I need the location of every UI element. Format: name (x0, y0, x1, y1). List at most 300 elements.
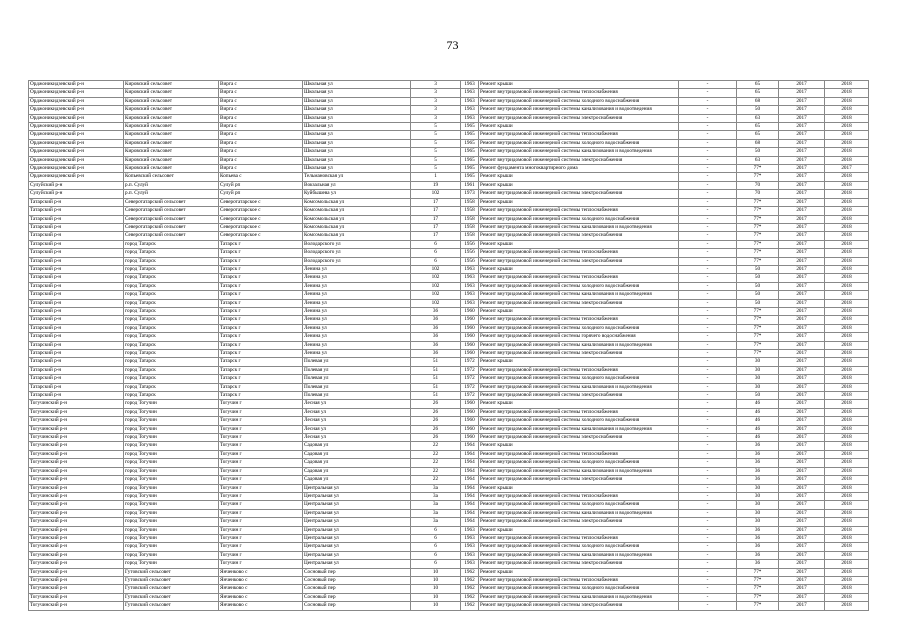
dash-cell: - (679, 501, 737, 509)
end-year-cell: 2018 (825, 299, 869, 307)
end-year-cell: 2018 (825, 375, 869, 383)
table-row (29, 350, 869, 358)
settlement-cell: Татарск г (219, 350, 303, 358)
house-number-cell: 51 (411, 383, 461, 391)
table-row (29, 207, 869, 215)
municipality-cell: город Тогучин (124, 560, 219, 568)
cost-cell: 77* (737, 341, 779, 349)
table-row (29, 299, 869, 307)
end-year-cell: 2018 (825, 509, 869, 517)
start-year-cell: 2017 (779, 400, 825, 408)
start-year-cell: 2017 (779, 316, 825, 324)
settlement-cell: Янченково с (219, 576, 303, 584)
build-year-cell: 1962 (461, 602, 479, 610)
build-year-cell: 1965 (461, 123, 479, 131)
work-type-cell: Ремонт крыши (479, 81, 679, 89)
work-type-cell: Ремонт внутридомовой инженерной системы холодного водоснабжения (479, 543, 679, 551)
street-cell: Полевая ул (303, 392, 411, 400)
municipality-cell: город Татарск (124, 299, 219, 307)
start-year-cell: 2017 (779, 383, 825, 391)
end-year-cell: 2018 (825, 576, 869, 584)
settlement-cell: Тогучин г (219, 434, 303, 442)
start-year-cell: 2017 (779, 509, 825, 517)
house-number-cell: 3а (411, 501, 461, 509)
dash-cell: - (679, 106, 737, 114)
municipality-cell: город Тогучин (124, 442, 219, 450)
district-cell: Татарский р-н (29, 375, 124, 383)
work-type-cell: Ремонт внутридомовой инженерной системы теплоснабжения (479, 207, 679, 215)
work-type-cell: Ремонт внутридомовой инженерной системы электроснабжения (479, 476, 679, 484)
settlement-cell: Вирга с (219, 89, 303, 97)
dash-cell: - (679, 89, 737, 97)
district-cell: Тогучинский р-н (29, 417, 124, 425)
start-year-cell: 2017 (779, 207, 825, 215)
dash-cell: - (679, 114, 737, 122)
end-year-cell: 2018 (825, 484, 869, 492)
district-cell: Татарский р-н (29, 198, 124, 206)
end-year-cell: 2018 (825, 383, 869, 391)
end-year-cell: 2018 (825, 97, 869, 105)
start-year-cell: 2017 (779, 333, 825, 341)
cost-cell: 36 (737, 551, 779, 559)
dash-cell: - (679, 383, 737, 391)
street-cell: Центральная ул (303, 509, 411, 517)
municipality-cell: город Татарск (124, 316, 219, 324)
settlement-cell: Татарск г (219, 324, 303, 332)
district-cell: Тогучинский р-н (29, 408, 124, 416)
cost-cell: 68 (737, 97, 779, 105)
cost-cell: 77* (737, 232, 779, 240)
table-row (29, 383, 869, 391)
table-row (29, 223, 869, 231)
street-cell: Куйбышева ул (303, 190, 411, 198)
house-number-cell: 102 (411, 299, 461, 307)
dash-cell: - (679, 543, 737, 551)
dash-cell: - (679, 551, 737, 559)
municipality-cell: Кировский сельсовет (124, 89, 219, 97)
settlement-cell: Татарск г (219, 333, 303, 341)
house-number-cell: 6 (411, 249, 461, 257)
house-number-cell: 10 (411, 576, 461, 584)
build-year-cell: 1962 (461, 585, 479, 593)
work-type-cell: Ремонт внутридомовой инженерной системы электроснабжения (479, 350, 679, 358)
house-number-cell: 17 (411, 223, 461, 231)
build-year-cell: 1965 (461, 148, 479, 156)
start-year-cell: 2017 (779, 291, 825, 299)
street-cell: Школьная ул (303, 123, 411, 131)
cost-cell: 68 (737, 139, 779, 147)
work-type-cell: Ремонт крыши (479, 358, 679, 366)
work-type-cell: Ремонт внутридомовой инженерной системы электроснабжения (479, 299, 679, 307)
repair-schedule-table (28, 80, 868, 609)
table-row (29, 568, 869, 576)
start-year-cell: 2017 (779, 324, 825, 332)
settlement-cell: Тогучин г (219, 442, 303, 450)
district-cell: Татарский р-н (29, 249, 124, 257)
settlement-cell: Тогучин г (219, 400, 303, 408)
house-number-cell: 3а (411, 484, 461, 492)
work-type-cell: Ремонт крыши (479, 198, 679, 206)
work-type-cell: Ремонт внутридомовой инженерной системы холодного водоснабжения (479, 375, 679, 383)
street-cell: Ленина ул (303, 341, 411, 349)
house-number-cell: 3а (411, 492, 461, 500)
build-year-cell: 1972 (461, 375, 479, 383)
start-year-cell: 2017 (779, 602, 825, 610)
municipality-cell: город Тогучин (124, 467, 219, 475)
end-year-cell: 2018 (825, 417, 869, 425)
dash-cell: - (679, 198, 737, 206)
table-row (29, 526, 869, 534)
work-type-cell: Ремонт внутридомовой инженерной системы теплоснабжения (479, 576, 679, 584)
table-row (29, 459, 869, 467)
end-year-cell: 2018 (825, 350, 869, 358)
street-cell: Вокзальная ул (303, 181, 411, 189)
start-year-cell: 2017 (779, 375, 825, 383)
build-year-cell: 1962 (461, 593, 479, 601)
dash-cell: - (679, 291, 737, 299)
municipality-cell: город Тогучин (124, 400, 219, 408)
table-row (29, 333, 869, 341)
municipality-cell: Кировский сельсовет (124, 131, 219, 139)
start-year-cell: 2017 (779, 576, 825, 584)
house-number-cell: 3 (411, 97, 461, 105)
district-cell: Сулуйский р-н (29, 181, 124, 189)
house-number-cell: 6 (411, 257, 461, 265)
house-number-cell: 22 (411, 467, 461, 475)
municipality-cell: Гутовский сельсовет (124, 593, 219, 601)
district-cell: Татарский р-н (29, 291, 124, 299)
dash-cell: - (679, 265, 737, 273)
start-year-cell: 2017 (779, 274, 825, 282)
district-cell: Орджоникидзевский р-н (29, 81, 124, 89)
district-cell: Татарский р-н (29, 392, 124, 400)
build-year-cell: 1964 (461, 467, 479, 475)
dash-cell: - (679, 215, 737, 223)
end-year-cell: 2018 (825, 560, 869, 568)
cost-cell: 77* (737, 585, 779, 593)
end-year-cell: 2018 (825, 215, 869, 223)
end-year-cell: 2017 (825, 165, 869, 173)
street-cell: Лесная ул (303, 400, 411, 408)
street-cell: Школьная ул (303, 89, 411, 97)
start-year-cell: 2017 (779, 97, 825, 105)
table-row (29, 593, 869, 601)
dash-cell: - (679, 400, 737, 408)
end-year-cell: 2018 (825, 341, 869, 349)
cost-cell: 63 (737, 156, 779, 164)
table-row (29, 190, 869, 198)
settlement-cell: Янченково с (219, 602, 303, 610)
build-year-cell: 1964 (461, 518, 479, 526)
table-row (29, 425, 869, 433)
street-cell: Садовая ул (303, 450, 411, 458)
cost-cell: 50 (737, 265, 779, 273)
work-type-cell: Ремонт крыши (479, 173, 679, 181)
table-row (29, 265, 869, 273)
house-number-cell: 51 (411, 392, 461, 400)
table-row (29, 467, 869, 475)
table-row (29, 307, 869, 315)
start-year-cell: 2017 (779, 240, 825, 248)
table-row (29, 316, 869, 324)
build-year-cell: 1965 (461, 173, 479, 181)
cost-cell: 36 (737, 526, 779, 534)
settlement-cell: Тогучин г (219, 526, 303, 534)
settlement-cell: Татарск г (219, 240, 303, 248)
build-year-cell: 1960 (461, 434, 479, 442)
start-year-cell: 2017 (779, 123, 825, 131)
build-year-cell: 1963 (461, 299, 479, 307)
settlement-cell: Тогучин г (219, 534, 303, 542)
house-number-cell: 3 (411, 81, 461, 89)
end-year-cell: 2018 (825, 316, 869, 324)
start-year-cell: 2017 (779, 350, 825, 358)
street-cell: Комсомольская ул (303, 223, 411, 231)
street-cell: Комсомольская ул (303, 215, 411, 223)
table-row (29, 442, 869, 450)
build-year-cell: 1963 (461, 114, 479, 122)
end-year-cell: 2018 (825, 400, 869, 408)
cost-cell: 30 (737, 518, 779, 526)
dash-cell: - (679, 375, 737, 383)
dash-cell: - (679, 358, 737, 366)
settlement-cell: Вирга с (219, 156, 303, 164)
street-cell: Ленина ул (303, 299, 411, 307)
start-year-cell: 2017 (779, 484, 825, 492)
start-year-cell: 2017 (779, 459, 825, 467)
dash-cell: - (679, 223, 737, 231)
house-number-cell: 102 (411, 291, 461, 299)
work-type-cell: Ремонт крыши (479, 526, 679, 534)
build-year-cell: 1965 (461, 139, 479, 147)
municipality-cell: город Татарск (124, 265, 219, 273)
work-type-cell: Ремонт крыши (479, 123, 679, 131)
start-year-cell: 2017 (779, 560, 825, 568)
house-number-cell: 10 (411, 568, 461, 576)
street-cell: Ленина ул (303, 265, 411, 273)
cost-cell: 36 (737, 560, 779, 568)
work-type-cell: Ремонт внутридомовой инженерной системы канализования и водоотведения (479, 106, 679, 114)
cost-cell: 77* (737, 316, 779, 324)
municipality-cell: город Тогучин (124, 509, 219, 517)
municipality-cell: Кировский сельсовет (124, 139, 219, 147)
settlement-cell: Тогучин г (219, 501, 303, 509)
cost-cell: 46 (737, 425, 779, 433)
cost-cell: 36 (737, 534, 779, 542)
cost-cell: 63 (737, 114, 779, 122)
end-year-cell: 2018 (825, 282, 869, 290)
dash-cell: - (679, 240, 737, 248)
table-row (29, 518, 869, 526)
dash-cell: - (679, 467, 737, 475)
dash-cell: - (679, 181, 737, 189)
street-cell: Володарского ул (303, 249, 411, 257)
street-cell: Ленина ул (303, 316, 411, 324)
cost-cell: 30 (737, 358, 779, 366)
street-cell: Лесная ул (303, 408, 411, 416)
cost-cell: 50 (737, 148, 779, 156)
settlement-cell: Тогучин г (219, 417, 303, 425)
settlement-cell: Северотатарское с (219, 223, 303, 231)
settlement-cell: Тогучин г (219, 450, 303, 458)
work-type-cell: Ремонт внутридомовой инженерной системы канализования и водоотведения (479, 383, 679, 391)
cost-cell: 50 (737, 291, 779, 299)
work-type-cell: Ремонт внутридомовой инженерной системы теплоснабжения (479, 534, 679, 542)
settlement-cell: Северотатарское с (219, 232, 303, 240)
house-number-cell: 36 (411, 316, 461, 324)
start-year-cell: 2017 (779, 223, 825, 231)
build-year-cell: 1963 (461, 282, 479, 290)
work-type-cell: Ремонт внутридомовой инженерной системы электроснабжения (479, 257, 679, 265)
street-cell: Лесная ул (303, 417, 411, 425)
work-type-cell: Ремонт внутридомовой инженерной системы канализования и водоотведения (479, 593, 679, 601)
build-year-cell: 1963 (461, 526, 479, 534)
house-number-cell: 6 (411, 240, 461, 248)
cost-cell: 65 (737, 123, 779, 131)
end-year-cell: 2018 (825, 198, 869, 206)
settlement-cell: Вирга с (219, 114, 303, 122)
table-row (29, 341, 869, 349)
table-row (29, 484, 869, 492)
municipality-cell: Кировский сельсовет (124, 148, 219, 156)
district-cell: Орджоникидзевский р-н (29, 97, 124, 105)
table-row (29, 123, 869, 131)
end-year-cell: 2018 (825, 476, 869, 484)
municipality-cell: город Татарск (124, 257, 219, 265)
build-year-cell: 1963 (461, 106, 479, 114)
build-year-cell: 1963 (461, 274, 479, 282)
municipality-cell: город Татарск (124, 282, 219, 290)
settlement-cell: Тогучин г (219, 492, 303, 500)
start-year-cell: 2017 (779, 81, 825, 89)
cost-cell: 70 (737, 190, 779, 198)
dash-cell: - (679, 476, 737, 484)
settlement-cell: Татарск г (219, 375, 303, 383)
build-year-cell: 1972 (461, 392, 479, 400)
house-number-cell: 5 (411, 156, 461, 164)
municipality-cell: город Тогучин (124, 408, 219, 416)
house-number-cell: 5 (411, 165, 461, 173)
settlement-cell: Вирга с (219, 139, 303, 147)
street-cell: Центральная ул (303, 526, 411, 534)
municipality-cell: город Татарск (124, 307, 219, 315)
work-type-cell: Ремонт крыши (479, 484, 679, 492)
district-cell: Тогучинский р-н (29, 509, 124, 517)
table-row (29, 602, 869, 610)
build-year-cell: 1956 (461, 240, 479, 248)
start-year-cell: 2017 (779, 156, 825, 164)
start-year-cell: 2017 (779, 585, 825, 593)
settlement-cell: Тогучин г (219, 551, 303, 559)
street-cell: Садовая ул (303, 476, 411, 484)
dash-cell: - (679, 526, 737, 534)
district-cell: Тогучинский р-н (29, 602, 124, 610)
work-type-cell: Ремонт внутридомовой инженерной системы теплоснабжения (479, 492, 679, 500)
build-year-cell: 1972 (461, 358, 479, 366)
table-row (29, 501, 869, 509)
district-cell: Орджоникидзевский р-н (29, 106, 124, 114)
work-type-cell: Ремонт внутридомовой инженерной системы холодного водоснабжения (479, 139, 679, 147)
table-row (29, 366, 869, 374)
cost-cell: 50 (737, 282, 779, 290)
district-cell: Татарский р-н (29, 307, 124, 315)
work-type-cell: Ремонт внутридомовой инженерной системы теплоснабжения (479, 131, 679, 139)
settlement-cell: Татарск г (219, 299, 303, 307)
settlement-cell: Янченково с (219, 593, 303, 601)
house-number-cell: 36 (411, 324, 461, 332)
start-year-cell: 2017 (779, 425, 825, 433)
work-type-cell: Ремонт крыши (479, 307, 679, 315)
house-number-cell: 3 (411, 106, 461, 114)
work-type-cell: Ремонт внутридомовой инженерной системы теплоснабжения (479, 89, 679, 97)
end-year-cell: 2018 (825, 408, 869, 416)
build-year-cell: 1965 (461, 131, 479, 139)
start-year-cell: 2017 (779, 366, 825, 374)
build-year-cell: 1960 (461, 341, 479, 349)
street-cell: Центральная ул (303, 560, 411, 568)
work-type-cell: Ремонт внутридомовой инженерной системы канализования и водоотведения (479, 148, 679, 156)
district-cell: Тогучинский р-н (29, 518, 124, 526)
build-year-cell: 1964 (461, 492, 479, 500)
street-cell: Комсомольская ул (303, 207, 411, 215)
work-type-cell: Ремонт внутридомовой инженерной системы канализования и водоотведения (479, 467, 679, 475)
work-type-cell: Ремонт внутридомовой инженерной системы электроснабжения (479, 114, 679, 122)
build-year-cell: 1963 (461, 265, 479, 273)
cost-cell: 65 (737, 131, 779, 139)
table-row (29, 492, 869, 500)
build-year-cell: 1964 (461, 450, 479, 458)
settlement-cell: Татарск г (219, 341, 303, 349)
work-type-cell: Ремонт внутридомовой инженерной системы электроснабжения (479, 392, 679, 400)
work-type-cell: Ремонт внутридомовой инженерной системы канализования и водоотведения (479, 223, 679, 231)
house-number-cell: 10 (411, 585, 461, 593)
street-cell: Школьная ул (303, 131, 411, 139)
table-row (29, 156, 869, 164)
end-year-cell: 2018 (825, 114, 869, 122)
build-year-cell: 1963 (461, 551, 479, 559)
street-cell: Садовая ул (303, 442, 411, 450)
dash-cell: - (679, 165, 737, 173)
work-type-cell: Ремонт внутридомовой инженерной системы электроснабжения (479, 190, 679, 198)
house-number-cell: 22 (411, 450, 461, 458)
house-number-cell: 22 (411, 459, 461, 467)
district-cell: Орджоникидзевский р-н (29, 139, 124, 147)
work-type-cell: Ремонт внутридомовой инженерной системы теплоснабжения (479, 408, 679, 416)
work-type-cell: Ремонт внутридомовой инженерной системы электроснабжения (479, 518, 679, 526)
municipality-cell: город Тогучин (124, 417, 219, 425)
end-year-cell: 2018 (825, 223, 869, 231)
dash-cell: - (679, 602, 737, 610)
build-year-cell: 1973 (461, 190, 479, 198)
dash-cell: - (679, 123, 737, 131)
end-year-cell: 2018 (825, 181, 869, 189)
municipality-cell: Гутовский сельсовет (124, 602, 219, 610)
build-year-cell: 1960 (461, 425, 479, 433)
settlement-cell: Вирга с (219, 106, 303, 114)
house-number-cell: 10 (411, 602, 461, 610)
house-number-cell: 5 (411, 131, 461, 139)
district-cell: Татарский р-н (29, 350, 124, 358)
work-type-cell: Ремонт крыши (479, 240, 679, 248)
street-cell: Центральная ул (303, 501, 411, 509)
street-cell: Лесная ул (303, 434, 411, 442)
work-type-cell: Ремонт внутридомовой инженерной системы холодного водоснабжения (479, 459, 679, 467)
dash-cell: - (679, 408, 737, 416)
house-number-cell: 1 (411, 173, 461, 181)
settlement-cell: Тогучин г (219, 459, 303, 467)
municipality-cell: Северотатарский сельсовет (124, 232, 219, 240)
end-year-cell: 2018 (825, 333, 869, 341)
